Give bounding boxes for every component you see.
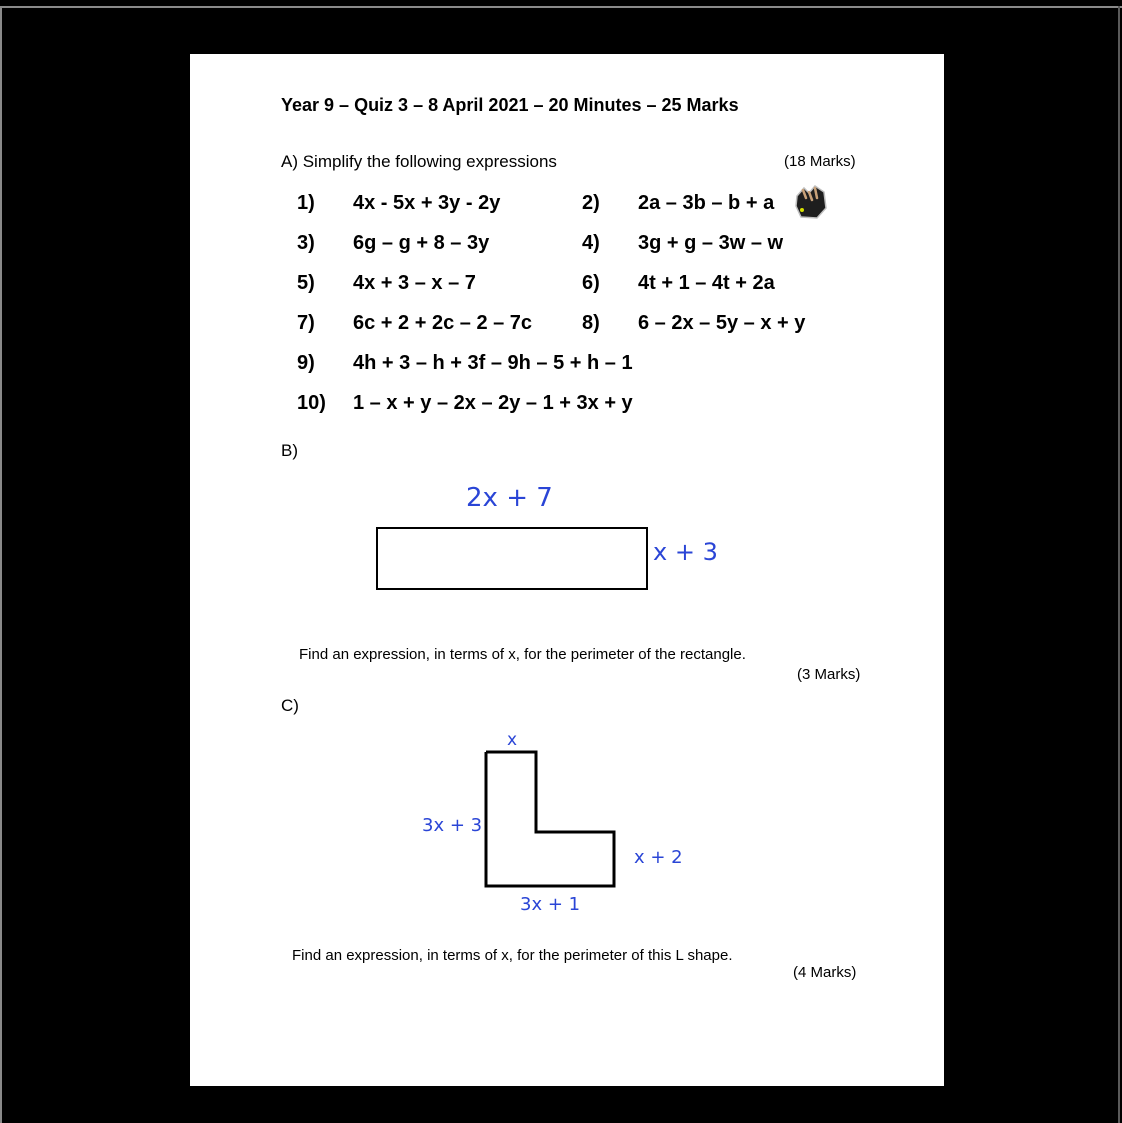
question-number: 9) [297,352,315,374]
hand-sticker-icon [791,182,831,224]
question-expression: 4t + 1 – 4t + 2a [638,272,775,294]
question-expression: 4x + 3 – x – 7 [353,272,476,294]
question-expression: 3g + g – 3w – w [638,232,784,254]
section-b-marks: (3 Marks) [797,666,861,683]
section-a-heading: A) Simplify the following expressions [281,152,557,171]
window-border-right [1118,6,1120,1123]
quiz-title: Year 9 – Quiz 3 – 8 April 2021 – 20 Minutes – 25 Marks [281,95,739,115]
question-expression: 6g – g + 8 – 3y [353,232,490,254]
section-c-marks: (4 Marks) [793,964,857,981]
question-number: 3) [297,232,315,254]
section-b-heading: B) [281,441,298,460]
question-number: 4) [582,232,600,254]
question-expression: 4h + 3 – h + 3f – 9h – 5 + h – 1 [353,352,633,374]
rectangle-width-label: x + 3 [653,538,718,566]
rectangle-length-label: 2x + 7 [466,483,553,513]
window-border-left [0,6,2,1123]
l-shape-top-label: x [507,730,518,750]
l-shape-left-label: 3x + 3 [422,815,483,836]
l-shape-right-label: x + 2 [634,847,683,868]
section-a-marks: (18 Marks) [784,153,856,170]
question-expression: 1 – x + y – 2x – 2y – 1 + 3x + y [353,392,633,414]
question-number: 7) [297,312,315,334]
question-expression: 2a – 3b – b + a [638,192,775,214]
question-number: 10) [297,392,326,414]
window-border-top [0,6,1122,8]
l-shape-bottom-label: 3x + 1 [520,894,581,915]
quiz-page [190,54,944,1086]
question-expression: 4x - 5x + 3y - 2y [353,192,501,214]
question-number: 8) [582,312,600,334]
question-number: 5) [297,272,315,294]
question-expression: 6c + 2 + 2c – 2 – 7c [353,312,533,334]
question-number: 1) [297,192,315,214]
question-number: 2) [582,192,600,214]
rectangle-shape [376,527,648,590]
section-b-prompt: Find an expression, in terms of x, for the perimeter of the rectangle. [299,646,746,663]
l-shape [480,746,620,892]
section-c-prompt: Find an expression, in terms of x, for the perimeter of this L shape. [292,947,733,964]
question-number: 6) [582,272,600,294]
question-expression: 6 – 2x – 5y – x + y [638,312,806,334]
section-c-heading: C) [281,696,299,715]
